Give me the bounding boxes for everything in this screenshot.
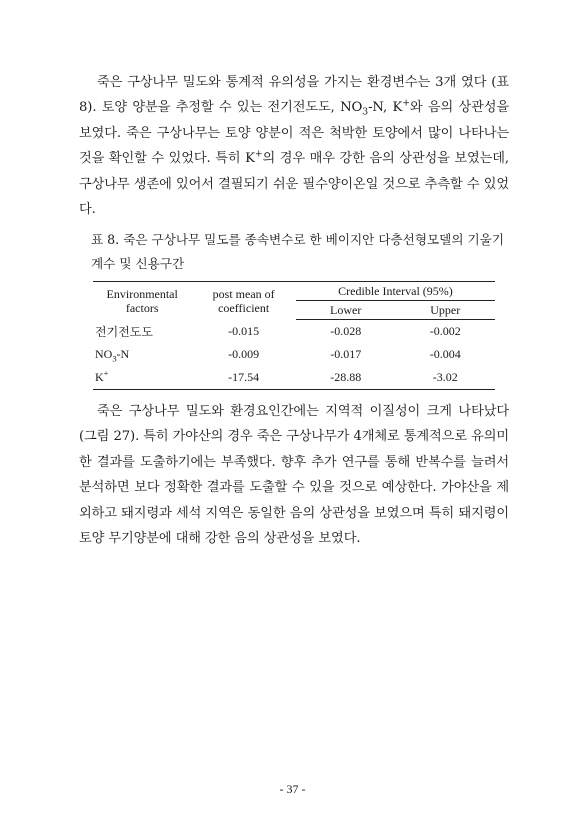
cell-lower: -0.017 <box>330 347 362 361</box>
paragraph-results-2: 죽은 구상나무 밀도와 환경요인간에는 지역적 이질성이 크게 나타났다(그림 27). 특히 가야산의 경우 죽은 구상나무가 4개체로 통계적으로 유의미한 결과를 도출하기에는 부족했다. 향후 추가 연구를 통해 반복수를 늘려서 분석하면 보다 정확한 결과를 도출할 수 있을 것으로 예상한다. 가야산을 제외하고 돼지령과 세석 지역은 동일한 음의 상관성을 보였으며 특히 돼지령이 토양 무기양분에 대해 강한 음의 상관성을 보였다. <box>79 404 509 547</box>
header-lower: Lower <box>296 301 396 320</box>
para1-superscript: + <box>402 98 410 110</box>
para1-text-b: -N, K <box>368 100 403 116</box>
factor-text-suffix: -N <box>116 347 130 361</box>
header-credible-interval: Credible Interval (95%) <box>296 282 495 301</box>
cell-mean: -17.54 <box>191 366 296 390</box>
table-caption: 표 8. 죽은 구상나무 밀도를 종속변수로 한 베이지안 다층선형모델의 기울기 계수 및 신용구간 <box>91 232 505 271</box>
para1-superscript-2: + <box>254 148 263 160</box>
table-row <box>93 366 495 390</box>
cell-lower: -0.028 <box>330 324 362 338</box>
cell-factor <box>93 343 191 366</box>
factor-text: K <box>95 370 104 384</box>
cell-factor: 전기전도도 <box>95 324 153 339</box>
cell-upper: -3.02 <box>395 366 495 390</box>
header-upper: Upper <box>395 301 495 320</box>
factor-text: NO <box>95 347 113 361</box>
para1-text-c: 와 음의 상관성을 보였다. 죽은 구상나무는 토양 양분이 적은 척박한 토양에서 많이 나타나는 것을 확인할 수 있었다. 특히 K <box>79 100 509 167</box>
header-post-mean: post mean of coefficient <box>191 282 296 320</box>
factor-subscript: 3 <box>112 354 117 364</box>
paragraph-results-1 <box>79 70 509 222</box>
para1-subscript: 3 <box>362 107 369 119</box>
coefficient-table <box>93 281 495 390</box>
table-row <box>93 320 495 344</box>
factor-superscript: + <box>103 369 109 378</box>
cell-mean: -0.015 <box>228 323 260 338</box>
header-environmental-factors: Environmental factors <box>93 282 191 320</box>
page-number: - 37 - <box>279 782 306 796</box>
cell-upper: -0.004 <box>429 347 461 361</box>
cell-upper: -0.002 <box>429 324 461 338</box>
cell-factor <box>93 366 191 390</box>
table-row <box>93 343 495 366</box>
para1-text-a: 죽은 구상나무 밀도와 통계적 유의성을 가지는 환경변수는 3개 였다 (표 8). 토양 양분을 추정할 수 있는 전기전도도, NO <box>79 75 509 116</box>
cell-lower: -28.88 <box>296 366 396 390</box>
cell-mean: -0.009 <box>228 347 260 361</box>
para1-text-d: 의 경우 매우 강한 음의 상관성을 보였는데, 구상나무 생존에 있어서 결필되기 쉬운 필수양이온일 것으로 추측할 수 있었다. <box>79 151 509 218</box>
